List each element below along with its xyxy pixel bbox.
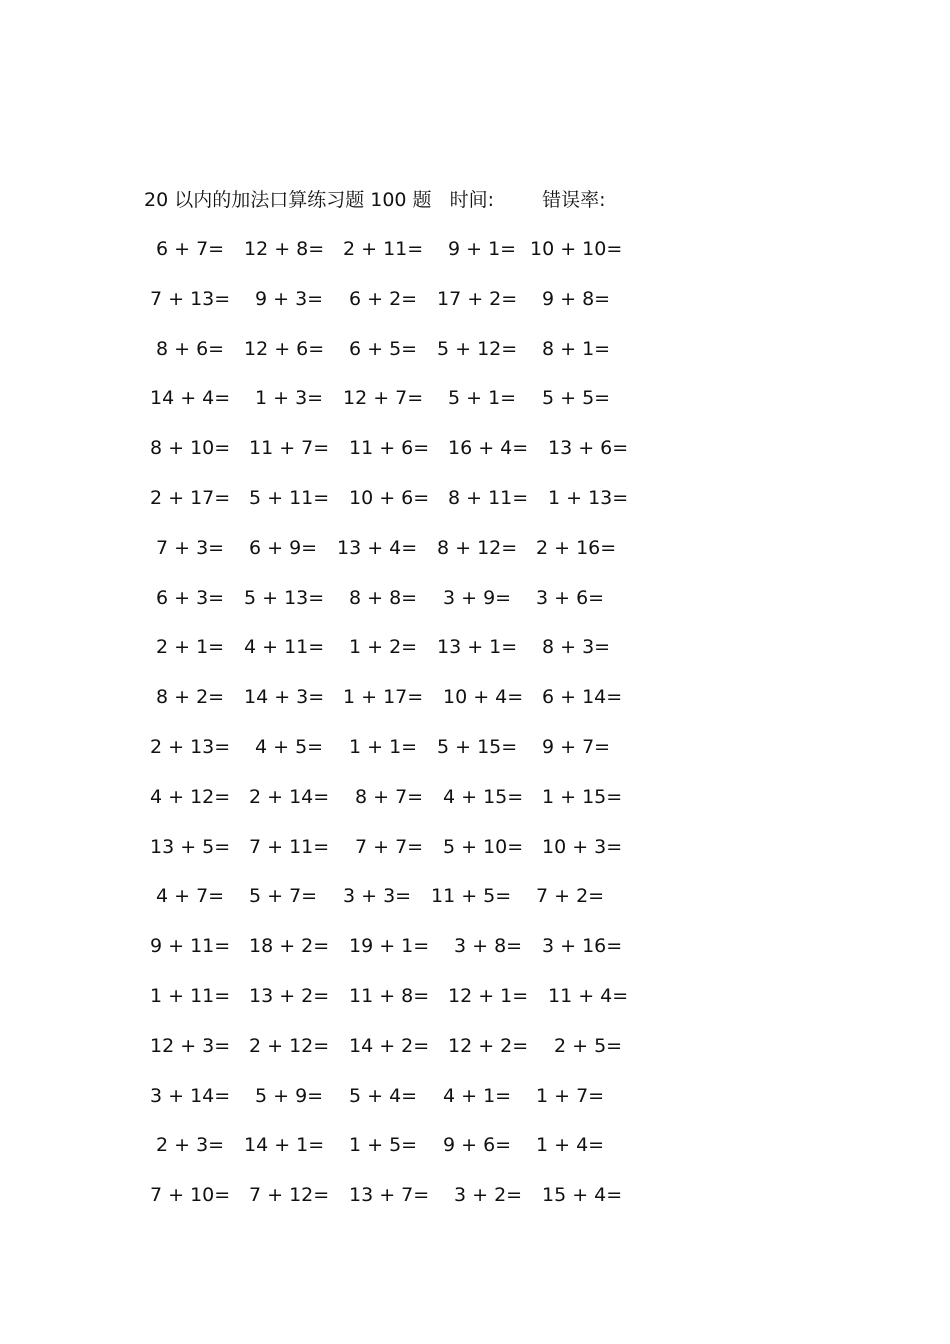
math-problem: 3 + 6= (536, 587, 605, 609)
math-problem: 9 + 7= (542, 736, 611, 758)
math-problem: 1 + 2= (349, 636, 418, 658)
math-problem: 1 + 7= (536, 1085, 605, 1107)
math-problem: 5 + 13= (244, 587, 325, 609)
math-problem: 7 + 11= (249, 836, 330, 858)
math-problem: 11 + 7= (249, 437, 330, 459)
math-problem: 13 + 5= (150, 836, 231, 858)
math-problem: 5 + 5= (542, 387, 611, 409)
math-problem: 14 + 4= (150, 387, 231, 409)
math-problem: 9 + 3= (255, 288, 324, 310)
math-problem: 2 + 17= (150, 487, 231, 509)
math-problem: 2 + 13= (150, 736, 231, 758)
math-problem: 6 + 9= (249, 537, 318, 559)
math-problem: 1 + 1= (349, 736, 418, 758)
math-problem: 13 + 7= (349, 1184, 430, 1206)
math-problem: 5 + 15= (437, 736, 518, 758)
math-problem: 4 + 5= (255, 736, 324, 758)
math-problem: 9 + 6= (443, 1134, 512, 1156)
math-problem: 2 + 14= (249, 786, 330, 808)
math-problem: 3 + 9= (443, 587, 512, 609)
math-problem: 10 + 4= (443, 686, 524, 708)
math-problem: 8 + 8= (349, 587, 418, 609)
math-problem: 12 + 6= (244, 338, 325, 360)
math-problem: 7 + 3= (156, 537, 225, 559)
math-problem: 8 + 10= (150, 437, 231, 459)
math-problem: 8 + 6= (156, 338, 225, 360)
math-problem: 13 + 4= (337, 537, 418, 559)
math-problem: 19 + 1= (349, 935, 430, 957)
math-problem: 6 + 5= (349, 338, 418, 360)
math-problem: 13 + 2= (249, 985, 330, 1007)
error-rate-label: 错误率: (542, 189, 606, 211)
math-problem: 12 + 3= (150, 1035, 231, 1057)
math-problem: 3 + 8= (454, 935, 523, 957)
math-problem: 17 + 2= (437, 288, 518, 310)
math-problem: 9 + 11= (150, 935, 231, 957)
math-problem: 5 + 1= (448, 387, 517, 409)
math-problem: 5 + 10= (443, 836, 524, 858)
math-problem: 2 + 5= (554, 1035, 623, 1057)
math-problem: 1 + 15= (542, 786, 623, 808)
math-problem: 6 + 3= (156, 587, 225, 609)
math-problem: 3 + 16= (542, 935, 623, 957)
math-problem: 5 + 4= (349, 1085, 418, 1107)
math-problem: 6 + 2= (349, 288, 418, 310)
math-problem: 15 + 4= (542, 1184, 623, 1206)
math-problem: 11 + 8= (349, 985, 430, 1007)
math-problem: 1 + 3= (255, 387, 324, 409)
math-problem: 7 + 13= (150, 288, 231, 310)
math-problem: 4 + 11= (244, 636, 325, 658)
math-problem: 1 + 5= (349, 1134, 418, 1156)
math-problem: 8 + 2= (156, 686, 225, 708)
math-problem: 10 + 10= (530, 238, 623, 260)
math-problem: 14 + 1= (244, 1134, 325, 1156)
math-problem: 1 + 11= (150, 985, 231, 1007)
math-problem: 4 + 12= (150, 786, 231, 808)
math-problem: 10 + 6= (349, 487, 430, 509)
math-problem: 10 + 3= (542, 836, 623, 858)
math-problem: 12 + 8= (244, 238, 325, 260)
math-problem: 3 + 3= (343, 885, 412, 907)
math-problem: 14 + 3= (244, 686, 325, 708)
math-problem: 14 + 2= (349, 1035, 430, 1057)
math-problem: 4 + 15= (443, 786, 524, 808)
math-problem: 5 + 11= (249, 487, 330, 509)
math-problem: 8 + 11= (448, 487, 529, 509)
math-problem: 7 + 10= (150, 1184, 231, 1206)
math-problem: 7 + 7= (355, 836, 424, 858)
math-problem: 12 + 1= (448, 985, 529, 1007)
math-problem: 8 + 7= (355, 786, 424, 808)
math-problem: 2 + 12= (249, 1035, 330, 1057)
math-problem: 13 + 1= (437, 636, 518, 658)
math-problem: 8 + 3= (542, 636, 611, 658)
math-problem: 2 + 11= (343, 238, 424, 260)
math-problem: 18 + 2= (249, 935, 330, 957)
math-problem: 5 + 7= (249, 885, 318, 907)
math-problem: 16 + 4= (448, 437, 529, 459)
math-problem: 12 + 7= (343, 387, 424, 409)
math-problem: 4 + 1= (443, 1085, 512, 1107)
time-label: 时间: (449, 189, 495, 211)
math-problem: 6 + 14= (542, 686, 623, 708)
math-problem: 5 + 12= (437, 338, 518, 360)
math-problem: 7 + 12= (249, 1184, 330, 1206)
math-problem: 6 + 7= (156, 238, 225, 260)
math-problem: 8 + 12= (437, 537, 518, 559)
math-problem: 8 + 1= (542, 338, 611, 360)
math-problem: 1 + 17= (343, 686, 424, 708)
math-problem: 11 + 4= (548, 985, 629, 1007)
math-problem: 1 + 13= (548, 487, 629, 509)
worksheet-title: 20 以内的加法口算练习题 100 题 (144, 189, 432, 211)
math-problem: 9 + 1= (448, 238, 517, 260)
math-problem: 11 + 6= (349, 437, 430, 459)
math-problem: 2 + 16= (536, 537, 617, 559)
math-problem: 2 + 1= (156, 636, 225, 658)
math-problem: 12 + 2= (448, 1035, 529, 1057)
math-problem: 2 + 3= (156, 1134, 225, 1156)
math-problem: 9 + 8= (542, 288, 611, 310)
math-problem: 5 + 9= (255, 1085, 324, 1107)
math-problem: 13 + 6= (548, 437, 629, 459)
math-problem: 3 + 14= (150, 1085, 231, 1107)
math-problem: 7 + 2= (536, 885, 605, 907)
math-problem: 4 + 7= (156, 885, 225, 907)
math-problem: 3 + 2= (454, 1184, 523, 1206)
math-problem: 11 + 5= (431, 885, 512, 907)
math-problem: 1 + 4= (536, 1134, 605, 1156)
